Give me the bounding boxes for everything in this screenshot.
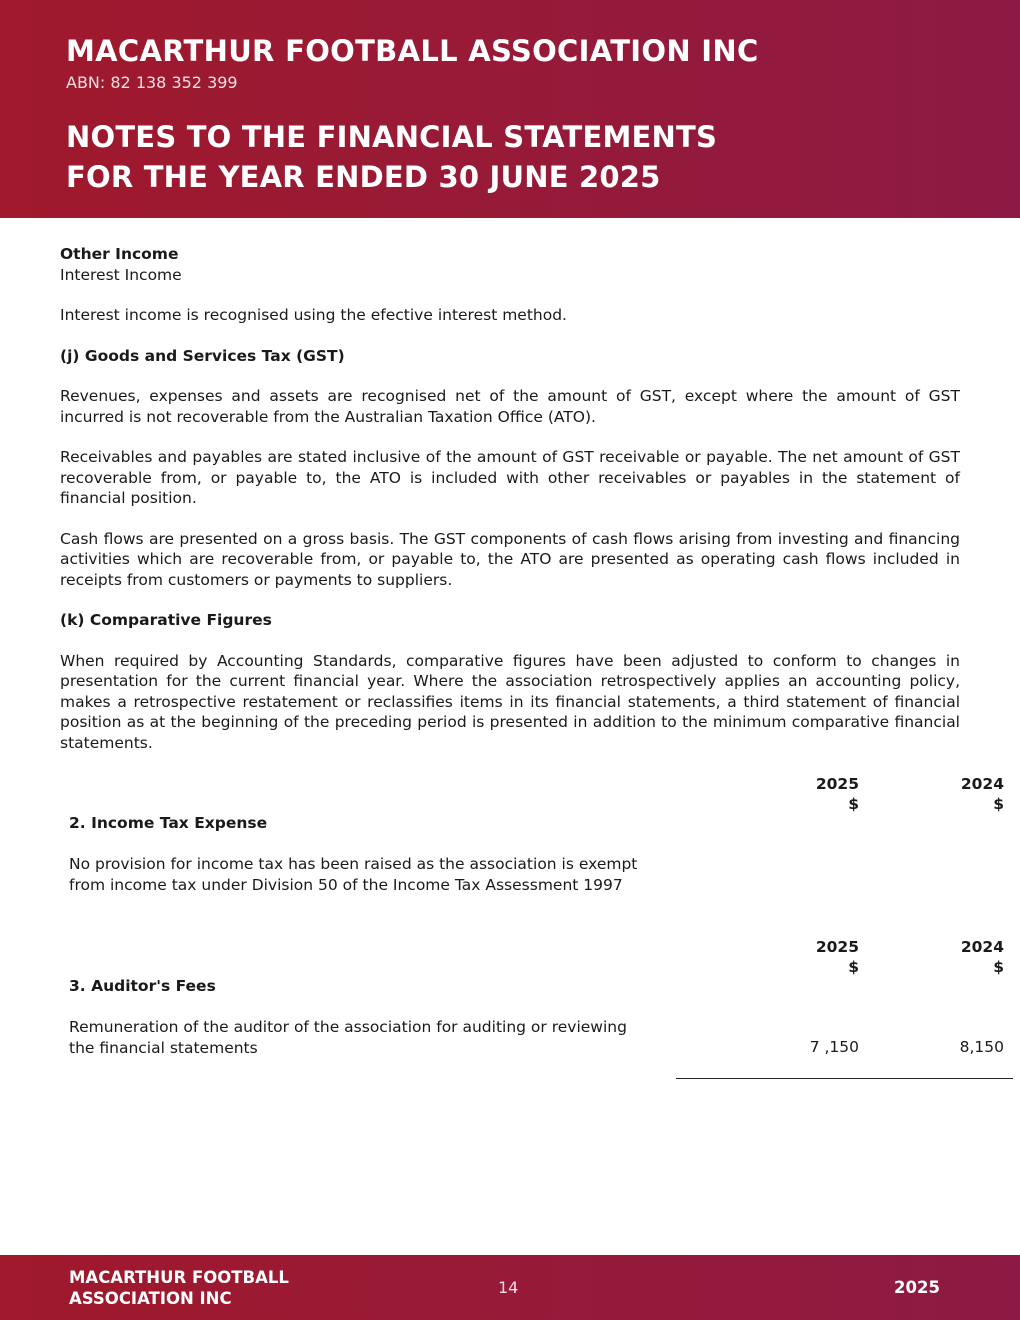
auditor-fees-text [69, 1017, 679, 1058]
interest-income-label: Interest Income [60, 265, 182, 284]
year-label: 2024 [960, 938, 1004, 956]
page-title [66, 117, 717, 197]
income-tax-text-line-1: No provision for income tax has been raised as the association is exempt [69, 855, 638, 873]
gst-heading: (j) Goods and Services Tax (GST) [60, 346, 345, 365]
auditor-fees-column-2024 [924, 937, 1004, 977]
page-title-line-2: FOR THE YEAR ENDED 30 JUNE 2025 [66, 160, 661, 194]
footer-year: 2025 [894, 1278, 940, 1297]
income-tax-column-2024 [924, 774, 1004, 814]
other-income-heading: Other Income [60, 245, 179, 263]
income-tax-text [69, 854, 679, 895]
page-header [0, 0, 1020, 218]
footer-organization-name [69, 1267, 369, 1309]
footer-org-line-2: ASSOCIATION INC [69, 1289, 232, 1308]
total-underline [676, 1078, 1013, 1079]
notes-body [60, 244, 960, 773]
currency-label: $ [848, 958, 859, 976]
currency-label: $ [993, 795, 1004, 813]
gst-paragraph-2: Receivables and payables are stated inclusive of the amount of GST receivable or payable. The net amount of GST recoverable from, or payable to, the ATO is included with other receivables or payables in the statement of financial position. [60, 448, 960, 507]
auditor-fees-text-line-1: Remuneration of the auditor of the association for auditing or reviewing [69, 1018, 627, 1036]
income-tax-column-2025 [779, 774, 859, 814]
footer-org-line-1: MACARTHUR FOOTBALL [69, 1268, 289, 1287]
abn-number: ABN: 82 138 352 399 [66, 73, 238, 92]
comparative-figures-paragraph: When required by Accounting Standards, comparative figures have been adjusted to conform to changes in presentation for the current financial year. Where the association retrospectively applies an accounting policy, makes a retrospective restatement or reclassifies items in its financial statements, a third statement of financial position as at the beginning of the preceding period is presented in addition to the minimum comparative financial statements. [60, 651, 960, 752]
auditor-fees-text-line-2: the financial statements [69, 1038, 258, 1057]
year-label: 2025 [815, 775, 859, 793]
interest-income-text: Interest income is recognised using the efective interest method. [60, 306, 567, 324]
gst-paragraph-1: Revenues, expenses and assets are recognised net of the amount of GST, except where the amount of GST incurred is not recoverable from the Australian Taxation Office (ATO). [60, 387, 960, 426]
income-tax-heading: 2. Income Tax Expense [69, 814, 268, 832]
currency-label: $ [993, 958, 1004, 976]
currency-label: $ [848, 795, 859, 813]
year-label: 2025 [815, 938, 859, 956]
year-label: 2024 [960, 775, 1004, 793]
income-tax-text-line-2: from income tax under Division 50 of the Income Tax Assessment 1997 [69, 875, 623, 894]
auditor-fees-column-2025 [779, 937, 859, 977]
gst-paragraph-3: Cash flows are presented on a gross basis. The GST components of cash flows arising from investing and financing activities which are recoverable from, or payable to, the ATO are presented as operating cash flows included in receipts from customers or payments to suppliers. [60, 529, 960, 589]
auditor-fees-amount-2025: 7 ,150 [809, 1038, 859, 1056]
organization-name: MACARTHUR FOOTBALL ASSOCIATION INC [66, 34, 759, 68]
page-number: 14 [498, 1278, 519, 1297]
auditor-fees-heading: 3. Auditor's Fees [69, 977, 216, 995]
comparative-figures-heading: (k) Comparative Figures [60, 611, 272, 629]
auditor-fees-amount-2024: 8,150 [959, 1038, 1004, 1056]
page-footer [0, 1255, 1020, 1320]
page-title-line-1: NOTES TO THE FINANCIAL STATEMENTS [66, 120, 718, 154]
